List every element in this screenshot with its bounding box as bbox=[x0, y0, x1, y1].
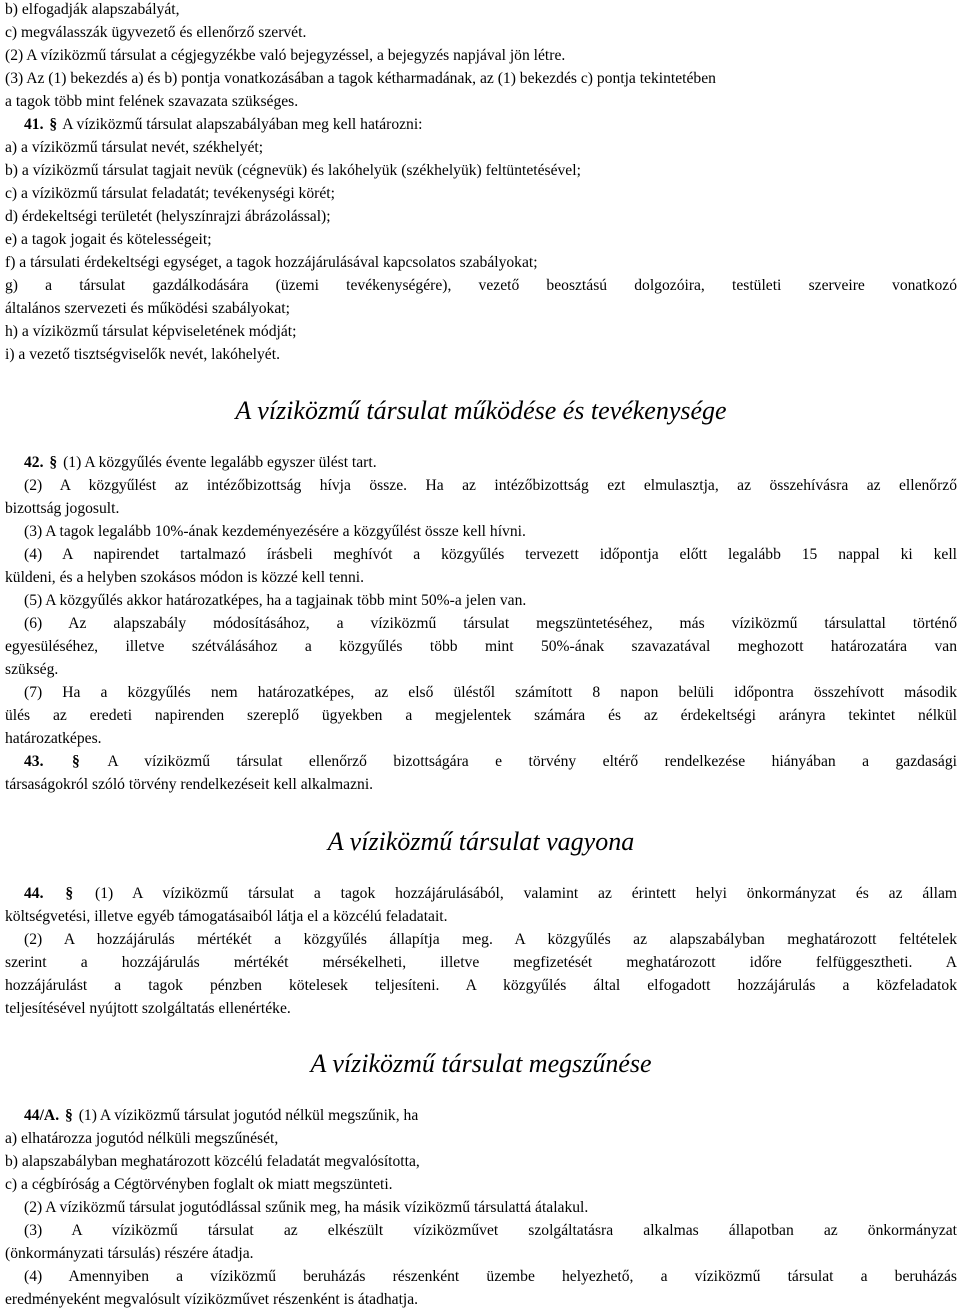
text-line: költségvetési, illetve egyéb támogatásaiból látja el a közcélú feladatait. bbox=[5, 908, 448, 925]
text-line: (3) A tagok legalább 10%-ának kezdeményezésére a közgyűlést össze kell hívni. bbox=[24, 523, 526, 540]
text-line: (3) A víziközmű társulat az elkészült víziközművet szolgáltatásra alkalmas állapotban az önkormányzat bbox=[24, 1222, 957, 1239]
section-sign: § bbox=[49, 454, 58, 471]
list-item: d) érdekeltségi területét (helyszínrajzi ábrázolással); bbox=[5, 208, 331, 225]
text-line: bizottság jogosult. bbox=[5, 500, 120, 517]
text-line: (2) A víziközmű társulat jogutódlással szűnik meg, ha másik víziközmű társulattá átalakul. bbox=[24, 1199, 589, 1216]
section-text: (1) A víziközmű társulat jogutód nélkül megszűnik, ha bbox=[78, 1107, 419, 1124]
section-number: 42. bbox=[24, 454, 44, 471]
list-item: c) a víziközmű társulat feladatát; tevékenységi körét; bbox=[5, 185, 335, 202]
section-heading: A víziközmű társulat működése és tevékenysége bbox=[235, 396, 727, 425]
text-line: (5) A közgyűlés akkor határozatképes, ha a tagjainak több mint 50%-a jelen van. bbox=[24, 592, 527, 609]
section-number: 44. bbox=[24, 885, 44, 902]
section-text: A víziközmű társulat ellenőrző bizottságára e törvény eltérő rendelkezése hiányában a gazdasági bbox=[107, 753, 957, 770]
section-sign: § bbox=[71, 753, 80, 770]
text-line: hozzájárulást a tagok pénzben kötelesek teljesíteni. A közgyűlés által elfogadott hozzájárulás a közfeladatok bbox=[5, 977, 957, 994]
list-item: e) a tagok jogait és kötelességeit; bbox=[5, 231, 212, 248]
list-item: a) a víziközmű társulat nevét, székhelyét; bbox=[5, 139, 264, 156]
section-44-first bbox=[24, 884, 957, 904]
text-line: (3) Az (1) bekezdés a) és b) pontja vonatkozásában a tagok kétharmadának, az (1) bekezdés c) pontja tekintetében bbox=[5, 70, 716, 87]
list-item: általános szervezeti és működési szabályokat; bbox=[5, 300, 290, 317]
section-44a-first bbox=[24, 1106, 418, 1126]
text-line: c) megválasszák ügyvezető és ellenőrző szervét. bbox=[5, 24, 307, 41]
text-line: határozatképes. bbox=[5, 730, 102, 747]
text-line: (7) Ha a közgyűlés nem határozatképes, az első üléstől számított 8 napon belüli időpontra összehívott második bbox=[24, 684, 957, 701]
text-line: (6) Az alapszabály módosításához, a víziközmű társulat megszüntetéséhez, más víziközmű társulattal történő bbox=[24, 615, 957, 632]
text-line: (2) A közgyűlést az intézőbizottság hívja össze. Ha az intézőbizottság ezt elmulasztja, az összehívásra az ellenőrző bbox=[24, 477, 957, 494]
list-item: b) alapszabályban meghatározott közcélú feladatát megvalósította, bbox=[5, 1153, 420, 1170]
section-heading: A víziközmű társulat vagyona bbox=[327, 827, 635, 856]
list-item: h) a víziközmű társulat képviseletének módját; bbox=[5, 323, 297, 340]
text-line: ülés az eredeti napirenden szereplő ügyekben a megjelentek számára és az érdekeltségi arányra tekintet nélkül bbox=[5, 707, 957, 724]
text-line: (4) A napirendet tartalmazó írásbeli meghívót a közgyűlés tervezett időpontja előtt legalább 15 nappal ki kell bbox=[24, 546, 957, 563]
section-text: (1) A víziközmű társulat a tagok hozzájárulásából, valamint az érintett helyi önkormányzat és az állam bbox=[95, 885, 957, 902]
section-heading: A víziközmű társulat megszűnése bbox=[310, 1049, 652, 1078]
section-text: A víziközmű társulat alapszabályában meg kell határozni: bbox=[62, 116, 423, 133]
list-item: g) a társulat gazdálkodására (üzemi tevékenységére), vezető beosztású dolgozóira, testületi szerveire vonatkozó bbox=[5, 277, 957, 294]
text-line: b) elfogadják alapszabályát, bbox=[5, 1, 180, 18]
list-item: c) a cégbíróság a Cégtörvényben foglalt ok miatt megszünteti. bbox=[5, 1176, 393, 1193]
text-line: szerint a hozzájárulás mértékét mérsékelheti, illetve megfizetését meghatározott időre felfüggesztheti. A bbox=[5, 954, 957, 971]
list-item: a) elhatározza jogutód nélküli megszűnését, bbox=[5, 1130, 279, 1147]
section-number: 43. bbox=[24, 753, 44, 770]
section-number: 44/A. bbox=[24, 1107, 60, 1124]
text-line: (2) A víziközmű társulat a cégjegyzékbe való bejegyzéssel, a bejegyzés napjával jön létre. bbox=[5, 47, 566, 64]
text-line: teljesítésével nyújtott szolgáltatás ellenértéke. bbox=[5, 1000, 291, 1017]
list-item: b) a víziközmű társulat tagjait nevük (cégnevük) és lakóhelyük (székhelyük) feltüntetésével; bbox=[5, 162, 581, 179]
text-line: társaságokról szóló törvény rendelkezéseit kell alkalmazni. bbox=[5, 776, 374, 793]
text-line: a tagok több mint felének szavazata szükséges. bbox=[5, 93, 299, 110]
section-text: (1) A közgyűlés évente legalább egyszer ülést tart. bbox=[63, 454, 377, 471]
text-line: eredményeként megvalósult víziközművet részenként is átadhatja. bbox=[5, 1291, 419, 1308]
section-43-first bbox=[24, 752, 957, 772]
text-line: küldeni, és a helyben szokásos módon is közzé kell tenni. bbox=[5, 569, 365, 586]
text-line: egyesüléséhez, illetve szétválásához a közgyűlés több mint 50%-ának szavazatával meghozott határozatára van bbox=[5, 638, 957, 655]
section-42-first bbox=[24, 453, 377, 473]
list-item: i) a vezető tisztségviselők nevét, lakóhelyét. bbox=[5, 346, 280, 363]
text-line: (2) A hozzájárulás mértékét a közgyűlés állapítja meg. A közgyűlés az alapszabályban meghatározott feltételek bbox=[24, 931, 957, 948]
text-line: szükség. bbox=[5, 661, 59, 678]
text-line: (önkormányzati társulás) részére átadja. bbox=[5, 1245, 254, 1262]
section-sign: § bbox=[65, 1107, 73, 1124]
text-line: (4) Amennyiben a víziközmű beruházás részenként üzembe helyezhető, a víziközmű társulat a beruházás bbox=[24, 1268, 957, 1285]
list-item: f) a társulati érdekeltségi egységet, a tagok hozzájárulásával kapcsolatos szabályokat; bbox=[5, 254, 538, 271]
section-sign: § bbox=[49, 116, 58, 133]
section-sign: § bbox=[65, 885, 74, 902]
section-number: 41. bbox=[24, 116, 44, 133]
section-41-intro bbox=[24, 115, 423, 135]
